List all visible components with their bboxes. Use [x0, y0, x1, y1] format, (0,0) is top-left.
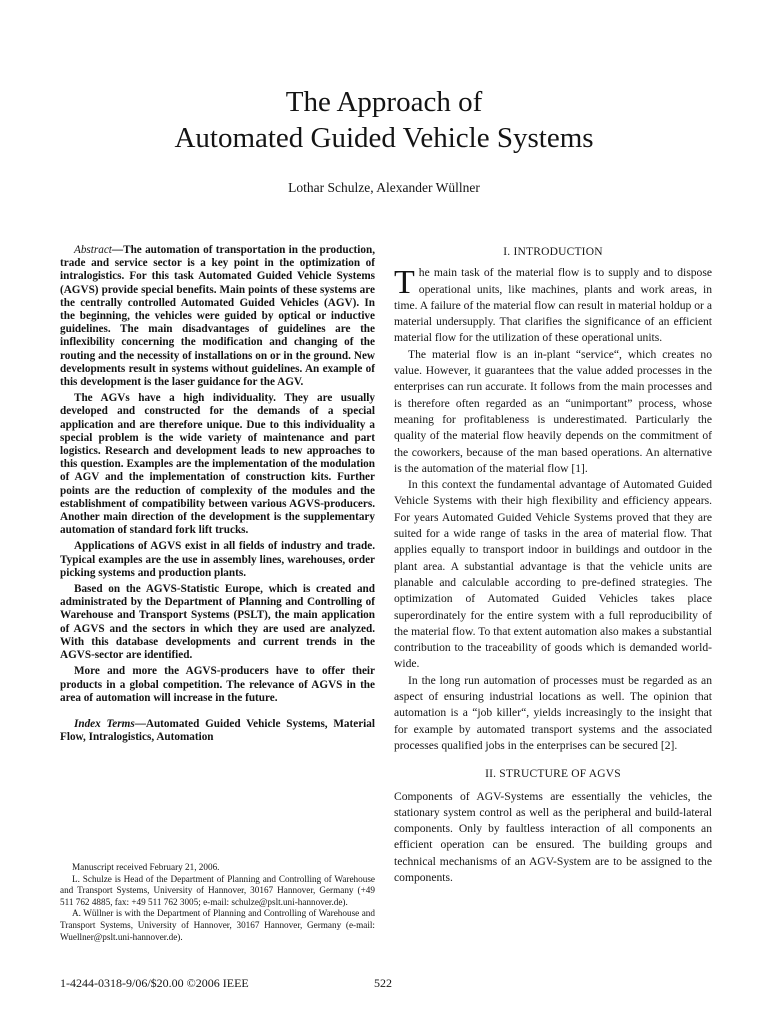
footnotes [60, 862, 375, 943]
index-terms [60, 718, 375, 744]
abstract [60, 244, 375, 705]
abstract-paragraph-3: Applications of AGVS exist in all fields of industry and trade. Typical examples are the use in assembly lines, warehouses, order picking systems and production plants. [60, 540, 375, 579]
abstract-paragraph-5: More and more the AGVS-producers have to offer their products in a global competition. The relevance of AGVS in the area of automation will increase in the future. [60, 665, 375, 704]
footnote-received: Manuscript received February 21, 2006. [72, 862, 220, 872]
intro-paragraph-1-text: he main task of the material flow is to supply and to dispose operational units, like machines, plants and work areas, in time. A failure of the material flow can result in material holdup or a material undersupply. That clarifies the significance of an efficient material flow for the utilization of these operational units. [394, 266, 712, 345]
title-line-1: The Approach of [285, 86, 483, 118]
abstract-paragraph-4: Based on the AGVS-Statistic Europe, which is created and administrated by the Department of Planning and Controlling of Warehouse and Transport Systems (PSLT), the main application of AGVS and the sectors in which they are used are analyzed. With this database developments and current trends in the AGVS-sector are identified. [60, 583, 375, 662]
title-line-2: Automated Guided Vehicle Systems [174, 122, 594, 154]
section-heading-structure: II. STRUCTURE OF AGVS [485, 768, 621, 781]
paper-title [0, 84, 768, 156]
index-terms-text: —Automated Guided Vehicle Systems, Material Flow, Intralogistics, Automation [60, 717, 375, 744]
index-terms-label: Index Terms [74, 717, 135, 730]
footnote-wuellner: A. Wüllner is with the Department of Planning and Controlling of Warehouse and Transport Systems, University of Hannover, 30167 Hannover, Germany (e-mail: Wuellner@pslt.uni-hannover.de). [60, 908, 375, 942]
copyright-line: 1-4244-0318-9/06/$20.00 ©2006 IEEE [60, 976, 249, 990]
authors: Lothar Schulze, Alexander Wüllner [288, 180, 480, 195]
drop-cap: T [394, 264, 415, 302]
abstract-label: Abstract [74, 244, 112, 256]
footnote-schulze: L. Schulze is Head of the Department of Planning and Controlling of Warehouse and Transport Systems, University of Hannover, 30167 Hannover, Germany (+49 511 762 4885, fax: +49 511 762 3005; e-mail: schulze@pslt.uni-hannover.de). [60, 873, 375, 907]
abstract-paragraph-1 [60, 244, 375, 389]
structure-paragraph-1: Components of AGV-Systems are essentially the vehicles, the stationary system control as well as the peripheral and build-lateral components. Only by faultless interaction of all components an efficient operation can be ensured. The building groups and technical mechanisms of an AGV-System are to be assigned to the components. [394, 789, 712, 884]
left-column [60, 244, 375, 744]
intro-paragraph-2: The material flow is an in-plant “service“, which creates no value. However, it guarantees that the value added processes in the enterprises can run accurate. It follows from the main processes and is therefore often regarded as an “unimportant” process, whose meaning for profitableness is underestimated. Particularly the quality of the material flow heavily depends on the commitment of the coworkers, because of the man based operations. An alternative is the automation of the material flow [1]. [394, 347, 712, 475]
intro-paragraph-1 [394, 265, 712, 346]
abstract-text-1: —The automation of transportation in the production, trade and service sector is a key point in the optimization of intralogistics. For this task Automated Guided Vehicle Systems (AGVS) provide special benefits. Main points of these systems are the centrally controlled Automated Guided Vehicles (AGV). In the beginning, the vehicles were guided by optical or inductive guidelines. The main disadvantages of guidelines are the inflexibility concerning the modification and changing of the routing and the necessity of installations on or in the ground. New developments result in systems without guidelines. An example of this development is the laser guidance for the AGV. [60, 244, 375, 389]
intro-paragraph-3: In this context the fundamental advantage of Automated Guided Vehicle Systems with their high flexibility and efficiency appears. For years Automated Guided Vehicle Systems proved that they are suited for a wide range of tasks in the area of material flow. That applies equally to transport indoor in buildings and outdoor in the plant area. A substantial advantage is that the vehicle units are planable and calculable according to pre-defined strategies. The optimization of Automated Guided Vehicles takes place superordinately for the entire system with a full reproducibility of the material flow. To that extent automation also makes a substantial contribution to the traceability of goods which is demanded world-wide. [394, 478, 712, 671]
section-heading-introduction: I. INTRODUCTION [503, 246, 603, 258]
intro-paragraph-4: In the long run automation of processes must be regarded as an aspect of ensuring industrial locations as well. The opinion that automation is a “job killer“, yields increasingly to the insight that for example by automated transport systems and the associated processes qualified jobs in the enterprises can be secured [2]. [394, 673, 712, 752]
page-number: 522 [374, 976, 392, 990]
right-column [394, 244, 712, 886]
abstract-paragraph-2: The AGVs have a high individuality. They are usually developed and constructed for the demands of a special application and are therefore unique. Due to this individuality a special problem is the wide variety of maintenance and part logistics. Research and development leads to new approaches to this question. Examples are the implementation of the modulation of AGV and the implementation of construction kits. Further points are the reduction of complexity of the modules and the establishment of compatibility between various AGVS-producers. Another main direction of the development is the supplementary automation of standard fork lift trucks. [60, 392, 375, 537]
